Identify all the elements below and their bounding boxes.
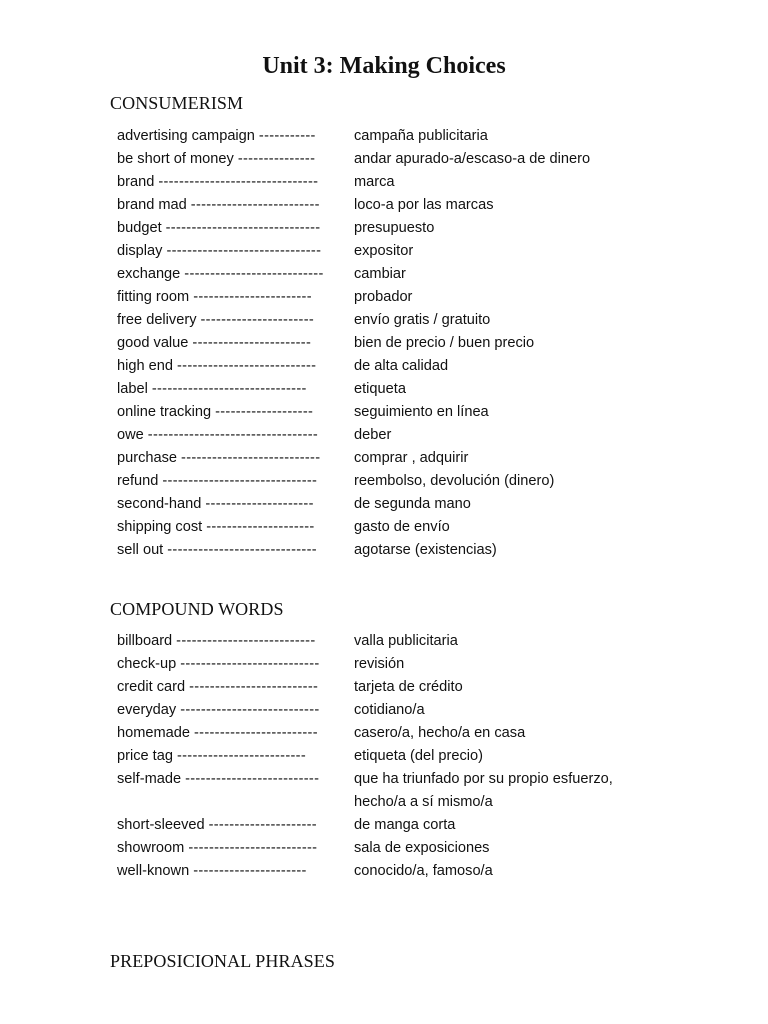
vocab-row — [117, 722, 737, 745]
vocab-leader-dashes: --------------------- — [208, 817, 317, 833]
vocab-term-word: high end — [117, 358, 173, 374]
vocab-term — [117, 378, 343, 401]
vocab-leader-dashes: ------------------- — [215, 404, 314, 420]
vocab-term — [117, 860, 343, 883]
section-heading-compound-words: COMPOUND WORDS — [110, 599, 284, 619]
vocab-leader-dashes: ------------------------- — [176, 748, 306, 764]
vocab-translation: comprar , adquirir — [354, 450, 469, 466]
vocab-translation: etiqueta — [354, 381, 406, 397]
vocab-term — [117, 768, 343, 791]
vocab-term-word: billboard — [117, 633, 173, 649]
vocab-term — [117, 171, 343, 194]
vocab-row — [117, 171, 737, 194]
vocab-term — [117, 355, 343, 378]
vocab-translation: de segunda mano — [354, 496, 471, 512]
vocab-term-word: sell out — [117, 542, 164, 558]
vocab-term-word — [117, 794, 121, 810]
vocab-leader-dashes: ------------------------- — [189, 679, 319, 695]
vocab-term-word: advertising campaign — [117, 128, 255, 144]
vocab-leader-dashes: -------------------------- — [185, 771, 320, 787]
vocab-row — [117, 355, 737, 378]
vocab-translation: de manga corta — [354, 817, 456, 833]
vocab-term — [117, 745, 343, 768]
vocab-term-word: good value — [117, 335, 189, 351]
vocab-term — [117, 539, 343, 562]
vocab-term-word: check-up — [117, 656, 177, 672]
vocab-leader-dashes: --------------------- — [206, 519, 315, 535]
vocab-translation: deber — [354, 427, 392, 443]
vocab-translation: valla publicitaria — [354, 633, 458, 649]
vocab-leader-dashes: --------------------------------- — [147, 427, 319, 443]
vocab-translation: envío gratis / gratuito — [354, 312, 491, 328]
vocab-term-word: online tracking — [117, 404, 212, 420]
vocab-leader-dashes: --------------------------- — [180, 702, 320, 718]
vocab-row — [117, 699, 737, 722]
vocab-row — [117, 125, 737, 148]
vocab-term — [117, 722, 343, 745]
vocab-term — [117, 653, 343, 676]
vocab-row — [117, 493, 737, 516]
vocab-term — [117, 814, 343, 837]
vocab-term-word: self-made — [117, 771, 182, 787]
vocab-term — [117, 699, 343, 722]
vocabulary-list-consumerism — [117, 125, 737, 562]
vocab-term — [117, 217, 343, 240]
vocab-term-word: exchange — [117, 266, 181, 282]
vocab-leader-dashes: --------------------------- — [177, 358, 317, 374]
vocab-term — [117, 309, 343, 332]
vocab-row — [117, 860, 737, 883]
vocab-term-word: purchase — [117, 450, 178, 466]
vocab-term — [117, 401, 343, 424]
vocab-translation: conocido/a, famoso/a — [354, 863, 493, 879]
vocab-term-word: price tag — [117, 748, 173, 764]
vocab-leader-dashes: --------------------------- — [176, 633, 316, 649]
vocab-row — [117, 676, 737, 699]
vocab-row — [117, 401, 737, 424]
vocab-leader-dashes: --------------------------- — [181, 450, 321, 466]
vocab-row — [117, 516, 737, 539]
vocab-translation: de alta calidad — [354, 358, 449, 374]
vocab-translation: hecho/a a sí mismo/a — [354, 794, 493, 810]
vocab-translation: sala de exposiciones — [354, 840, 490, 856]
vocab-term-word: shipping cost — [117, 519, 203, 535]
vocab-term-word: well-known — [117, 863, 190, 879]
section-heading-prepositional-phrases: PREPOSICIONAL PHRASES — [110, 951, 335, 971]
vocab-row — [117, 745, 737, 768]
vocab-translation: cotidiano/a — [354, 702, 425, 718]
vocab-term — [117, 263, 343, 286]
vocab-row — [117, 378, 737, 401]
vocab-leader-dashes: ------------------------- — [188, 840, 318, 856]
vocab-term — [117, 447, 343, 470]
vocab-term — [117, 125, 343, 148]
vocab-leader-dashes: ------------------------------ — [165, 220, 321, 236]
vocab-term-word: credit card — [117, 679, 186, 695]
vocab-translation: tarjeta de crédito — [354, 679, 463, 695]
vocab-term-word: budget — [117, 220, 162, 236]
vocab-term-word: everyday — [117, 702, 177, 718]
vocab-term — [117, 493, 343, 516]
vocab-leader-dashes: ----------------------- — [193, 289, 312, 305]
vocab-row — [117, 539, 737, 562]
vocab-translation: casero/a, hecho/a en casa — [354, 725, 526, 741]
vocab-translation: gasto de envío — [354, 519, 450, 535]
vocab-row — [117, 309, 737, 332]
vocab-row — [117, 791, 737, 814]
vocab-term — [117, 837, 343, 860]
vocab-leader-dashes: ---------------------- — [200, 312, 315, 328]
page-title: Unit 3: Making Choices — [262, 53, 506, 79]
vocab-term — [117, 470, 343, 493]
vocab-term-word: brand — [117, 174, 155, 190]
vocab-term — [117, 286, 343, 309]
vocab-translation: agotarse (existencias) — [354, 542, 497, 558]
vocab-term-word: owe — [117, 427, 144, 443]
vocab-term-word: fitting room — [117, 289, 190, 305]
vocab-term — [117, 240, 343, 263]
vocab-row — [117, 447, 737, 470]
vocab-translation: etiqueta (del precio) — [354, 748, 483, 764]
vocab-row — [117, 286, 737, 309]
vocab-translation: cambiar — [354, 266, 406, 282]
vocab-row — [117, 194, 737, 217]
vocab-term — [117, 194, 343, 217]
vocab-row — [117, 148, 737, 171]
vocab-translation: campaña publicitaria — [354, 128, 488, 144]
vocab-translation: loco-a por las marcas — [354, 197, 494, 213]
vocab-leader-dashes: ------------------------------- — [158, 174, 319, 190]
vocab-translation: marca — [354, 174, 395, 190]
vocab-term-word: display — [117, 243, 163, 259]
vocab-term — [117, 516, 343, 539]
vocab-term-word: refund — [117, 473, 159, 489]
vocab-row — [117, 332, 737, 355]
vocab-translation: que ha triunfado por su propio esfuerzo, — [354, 771, 613, 787]
vocab-translation: bien de precio / buen precio — [354, 335, 535, 351]
vocab-term-word: short-sleeved — [117, 817, 205, 833]
vocab-row — [117, 814, 737, 837]
vocab-term-word: second-hand — [117, 496, 202, 512]
vocab-leader-dashes: ------------------------------ — [166, 243, 322, 259]
vocabulary-list-compound-words — [117, 630, 737, 883]
vocab-leader-dashes: --------------------- — [205, 496, 314, 512]
vocab-term-word: free delivery — [117, 312, 197, 328]
vocab-term — [117, 791, 343, 814]
vocab-term-word: brand mad — [117, 197, 187, 213]
vocab-row — [117, 217, 737, 240]
vocab-row — [117, 837, 737, 860]
section-heading-consumerism: CONSUMERISM — [110, 93, 244, 113]
vocab-translation: seguimiento en línea — [354, 404, 489, 420]
vocab-translation: andar apurado-a/escaso-a de dinero — [354, 151, 591, 167]
vocab-row — [117, 424, 737, 447]
vocab-leader-dashes: --------------------------- — [184, 266, 324, 282]
vocab-translation: reembolso, devolución (dinero) — [354, 473, 555, 489]
vocab-leader-dashes: ------------------------------ — [162, 473, 318, 489]
vocab-translation: expositor — [354, 243, 414, 259]
vocab-translation: revisión — [354, 656, 405, 672]
vocab-leader-dashes: ----------------------- — [192, 335, 312, 351]
vocab-row — [117, 470, 737, 493]
vocab-term — [117, 148, 343, 171]
vocab-row — [117, 630, 737, 653]
vocab-row — [117, 240, 737, 263]
vocab-translation: presupuesto — [354, 220, 435, 236]
vocab-term — [117, 676, 343, 699]
vocab-leader-dashes: ------------------------- — [190, 197, 320, 213]
vocab-term — [117, 332, 343, 355]
vocab-leader-dashes: --------------- — [237, 151, 316, 167]
vocab-leader-dashes: ----------------------------- — [167, 542, 317, 558]
vocab-term — [117, 630, 343, 653]
vocab-term-word: homemade — [117, 725, 191, 741]
vocab-term-word: showroom — [117, 840, 185, 856]
vocab-row — [117, 768, 737, 791]
vocab-term-word: label — [117, 381, 148, 397]
vocab-leader-dashes: ---------------------- — [193, 863, 307, 879]
vocab-row — [117, 653, 737, 676]
vocab-translation: probador — [354, 289, 413, 305]
vocab-leader-dashes: --------------------------- — [180, 656, 320, 672]
vocab-term-word: be short of money — [117, 151, 234, 167]
vocab-leader-dashes: ----------- — [258, 128, 316, 144]
vocab-leader-dashes: ------------------------------ — [151, 381, 307, 397]
vocab-term — [117, 424, 343, 447]
vocab-leader-dashes: ------------------------ — [194, 725, 318, 741]
vocab-row — [117, 263, 737, 286]
